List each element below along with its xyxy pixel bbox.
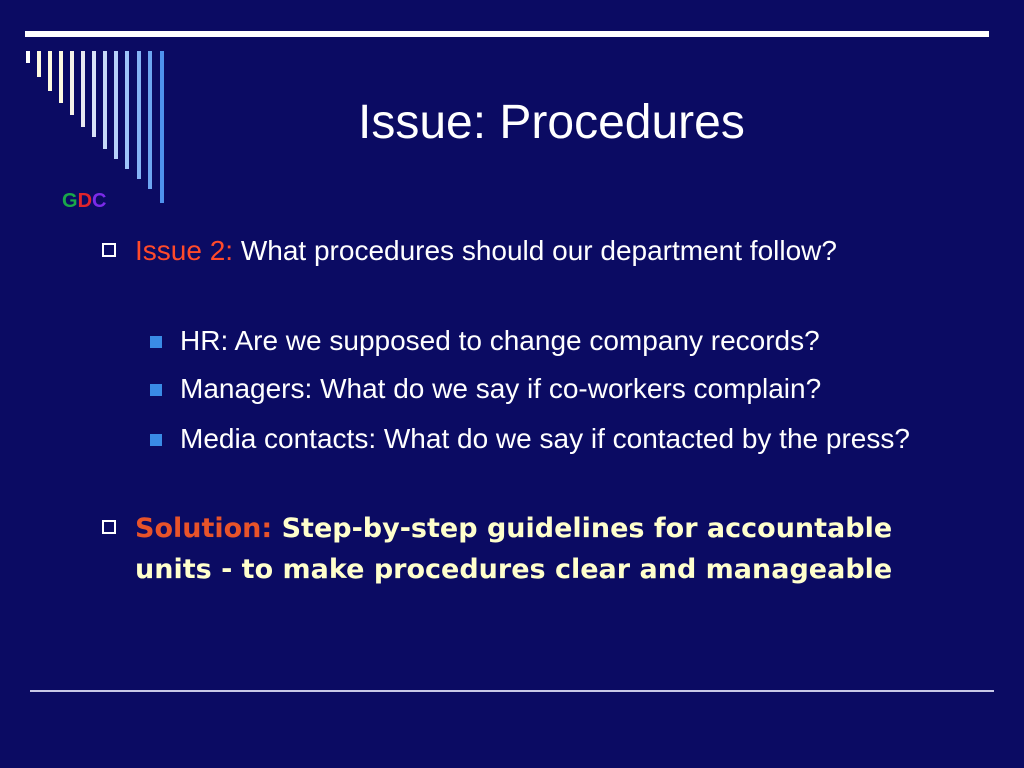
logo-letter-c: C	[92, 190, 107, 212]
logo-letter-d: D	[77, 190, 93, 212]
sub-bullet-text: Managers: What do we say if co-workers complain?	[180, 373, 822, 404]
slide-title: Issue: Procedures	[358, 96, 745, 149]
stripe	[37, 51, 41, 77]
bottom-divider	[30, 690, 994, 692]
sub-bullet-managers	[150, 370, 970, 408]
stripe	[137, 51, 141, 179]
bullet-label: Issue 2:	[135, 235, 234, 266]
stripe	[26, 51, 30, 63]
stripe	[70, 51, 74, 115]
bullet-solution	[102, 508, 922, 590]
stripe	[103, 51, 107, 149]
hollow-square-bullet-icon	[102, 520, 116, 534]
bullet-body: What procedures should our department follow?	[233, 235, 837, 266]
sub-bullet-hr	[150, 322, 970, 360]
sub-bullet-media	[150, 420, 970, 458]
bullet-label: Solution:	[135, 513, 273, 544]
stripe	[148, 51, 152, 189]
filled-square-bullet-icon	[150, 434, 162, 446]
stripe	[92, 51, 96, 137]
sub-bullet-text: Media contacts: What do we say if contacted by the press?	[180, 423, 910, 454]
bullet-issue	[102, 232, 962, 270]
stripe	[81, 51, 85, 127]
bullet-text	[135, 232, 962, 270]
stripe	[160, 51, 164, 203]
filled-square-bullet-icon	[150, 384, 162, 396]
stripe	[125, 51, 129, 169]
logo-letter-g: G	[62, 190, 78, 212]
bullet-body: Step-by-step guidelines for accountable units - to make procedures clear and manageable	[135, 513, 893, 585]
hollow-square-bullet-icon	[102, 243, 116, 257]
stripe	[48, 51, 52, 91]
stripe	[114, 51, 118, 159]
filled-square-bullet-icon	[150, 336, 162, 348]
bullet-text	[135, 508, 922, 590]
stripe	[59, 51, 63, 103]
sub-bullet-text: HR: Are we supposed to change company records?	[180, 325, 820, 356]
gdc-logo	[62, 190, 106, 213]
decorative-stripes	[0, 0, 180, 220]
